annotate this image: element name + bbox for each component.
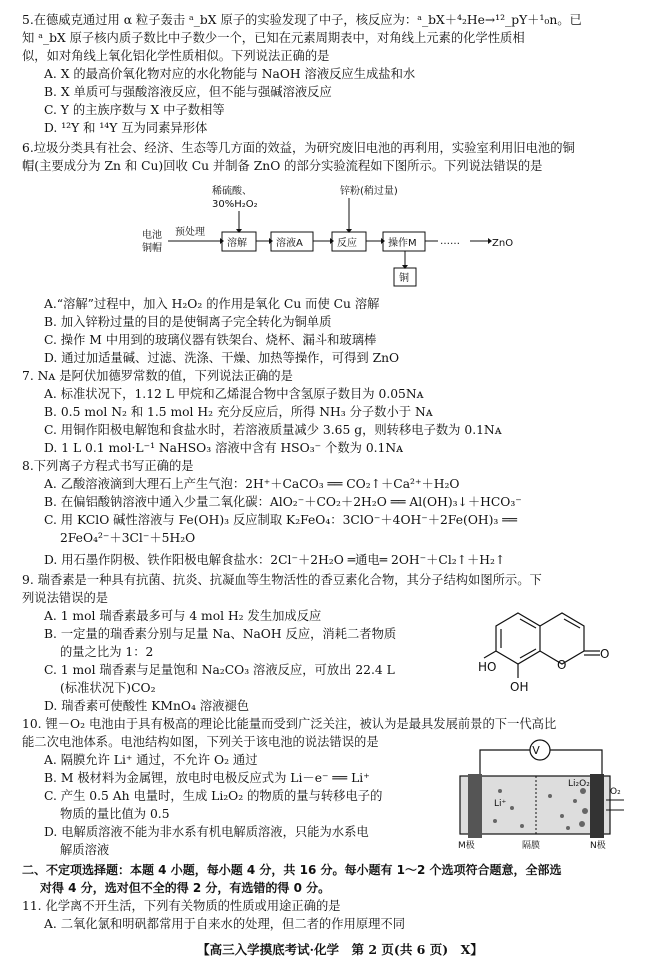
q6-line1: 6.垃圾分类具有社会、经济、生态等几方面的效益，为研究废旧电池的再利用，实验室利用旧电池的铜 [22, 141, 575, 155]
q5-line1: 5.在德威克通过用 α 粒子轰击 ᵃ_bX 原子的实验发现了中子，核反应为：ᵃ_bX＋⁴₂He→¹²_pY＋¹₀n。已 [22, 13, 582, 27]
process-flow-diagram [140, 180, 540, 290]
q5-option-d: D. ¹²Y 和 ¹⁴Y 互为同素异形体 [44, 121, 208, 135]
q8-stem: 8.下列离子方程式书写正确的是 [22, 459, 194, 473]
flow-solution-a: 溶液A [276, 238, 303, 249]
flow-product: ZnO [492, 238, 514, 249]
q10-line1: 10. 锂－O₂ 电池由于具有极高的理论比能量而受到广泛关注，被认为是最具发展前景的下一代高比 [22, 717, 557, 731]
q11-option-a: A. 二氧化氯和明矾都常用于自来水的处理，但二者的作用原理不同 [44, 917, 406, 931]
q10-option-b: B. M 极材料为金属锂，放电时电极反应式为 Li－e⁻ ══ Li⁺ [44, 771, 370, 785]
flow-copper: 铜 [399, 273, 409, 284]
separator-label: 隔膜 [522, 841, 541, 851]
q9-option-b: B. 一定量的瑞香素分别与足量 Na、NaOH 反应，消耗二者物质 [44, 627, 397, 641]
q7-option-b: B. 0.5 mol N₂ 和 1.5 mol H₂ 充分反应后，所得 NH₃ 分子数小于 Nᴀ [44, 405, 433, 419]
flow-reaction: 反应 [337, 238, 357, 249]
flow-dots: …… [440, 236, 460, 247]
flow-dissolve: 溶解 [227, 238, 247, 249]
q10-option-a: A. 隔膜允许 Li⁺ 通过，不允许 O₂ 通过 [44, 753, 258, 767]
flow-reagent2: 锌粉(稍过量) [340, 186, 398, 197]
q7-option-c: C. 用铜作阳极电解饱和食盐水时，若溶液质量减少 3.65 g，则转移电子数为 0.1Nᴀ [44, 423, 502, 437]
q7-option-a: A. 标准状况下，1.12 L 甲烷和乙烯混合物中含氢原子数目为 0.05Nᴀ [44, 387, 424, 401]
flow-pretreat-label: 预处理 [175, 227, 205, 238]
q7-stem: 7. Nᴀ 是阿伏加德罗常数的值，下列说法正确的是 [22, 369, 293, 383]
voltmeter-label: V [532, 744, 540, 757]
li2o2-label: Li₂O₂ [568, 779, 590, 789]
q6-option-b: B. 加入锌粉过量的目的是使铜离子完全转化为铜单质 [44, 315, 332, 329]
q8-option-a: A. 乙酸溶液滴到大理石上产生气泡：2H⁺＋CaCO₃ ══ CO₂↑＋Ca²⁺＋H₂O [44, 477, 460, 491]
q10-option-c: C. 产生 0.5 Ah 电量时，生成 Li₂O₂ 的物质的量与转移电子的 [44, 789, 383, 803]
q11-stem: 11. 化学离不开生活，下列有关物质的性质或用途正确的是 [22, 899, 341, 913]
section2-heading-line1: 二、不定项选择题：本题 4 小题，每小题 4 分，共 16 分。每小题有 1～2 个选项符合题意，全部选 [22, 863, 562, 877]
li-o2-battery-figure [450, 736, 630, 852]
q8-option-d: D. 用石墨作阴极、铁作阳极电解食盐水：2Cl⁻＋2H₂O ═通电═ 2OH⁻＋Cl₂↑＋H₂↑ [44, 553, 506, 567]
daphnetin-structure-figure [478, 598, 608, 698]
n-electrode-label: N极 [590, 841, 606, 851]
q9-option-d: D. 瑞香素可使酸性 KMnO₄ 溶液褪色 [44, 699, 250, 713]
q8-option-c-cont: 2FeO₄²⁻＋3Cl⁻＋5H₂O [60, 531, 196, 545]
q7-option-d: D. 1 L 0.1 mol·L⁻¹ NaHSO₃ 溶液中含有 HSO₃⁻ 个数为 0.1Nᴀ [44, 441, 404, 455]
q9-option-b-cont: 的量之比为 1：2 [60, 645, 154, 659]
oh-label-1: HO [478, 660, 497, 674]
ring-oxygen-label: O [557, 658, 567, 672]
q6-option-a: A.“溶解”过程中，加入 H₂O₂ 的作用是氧化 Cu 而使 Cu 溶解 [44, 297, 380, 311]
q9-option-c-cont: (标准状况下)CO₂ [60, 681, 156, 695]
q6-option-d: D. 通过加适量碱、过滤、洗涤、干燥、加热等操作，可得到 ZnO [44, 351, 400, 365]
q9-line1: 9. 瑞香素是一种具有抗菌、抗炎、抗凝血等生物活性的香豆素化合物，其分子结构如图所示。下 [22, 573, 542, 587]
o2-label: O₂ [610, 787, 621, 797]
q8-option-c: C. 用 KClO 碱性溶液与 Fe(OH)₃ 反应制取 K₂FeO₄：3ClO⁻＋4OH⁻＋2Fe(OH)₃ ══ [44, 513, 518, 527]
q9-line2: 列说法错误的是 [22, 591, 109, 605]
li-ion-label: Li⁺ [494, 799, 507, 809]
section2-heading-line2: 对得 4 分，选对但不全的得 2 分，有选错的得 0 分。 [40, 881, 331, 895]
page-footer: 【高三入学摸底考试·化学 第 2 页(共 6 页) X】 [197, 942, 483, 957]
q6-option-c: C. 操作 M 中用到的玻璃仪器有铁架台、烧杯、漏斗和玻璃棒 [44, 333, 377, 347]
q9-option-c: C. 1 mol 瑞香素与足量饱和 Na₂CO₃ 溶液反应，可放出 22.4 L [44, 663, 395, 677]
n-electrode [590, 774, 604, 838]
q10-option-c-cont: 物质的量比值为 0.5 [60, 807, 170, 821]
flow-op-m: 操作M [388, 238, 417, 249]
benzene-ring [496, 613, 540, 664]
m-electrode-label: M极 [458, 841, 475, 851]
flow-input-2: 铜帽 [142, 243, 162, 254]
q5-option-c: C. Y 的主族序数与 X 中子数相等 [44, 103, 225, 117]
q5-option-a: A. X 的最高价氧化物对应的水化物能与 NaOH 溶液反应生成盐和水 [44, 67, 416, 81]
q10-line2: 能二次电池体系。电池结构如图，下列关于该电池的说法错误的是 [22, 735, 379, 749]
q5-option-b: B. X 单质可与强酸溶液反应，但不能与强碱溶液反应 [44, 85, 332, 99]
flow-input-1: 电池 [142, 230, 162, 241]
q5-line3: 似，如对角线上氧化铝化学性质相似。下列说法正确的是 [22, 49, 330, 63]
m-electrode [468, 774, 482, 838]
flow-reagent1-line1: 稀硫酸、 [212, 186, 252, 197]
q6-line2: 帽(主要成分为 Zn 和 Cu)回收 Cu 并制备 ZnO 的部分实验流程如下图所示。下列说法错误的是 [22, 159, 543, 173]
q5-line2: 知 ᵃ_bX 原子核内质子数比中子数少一个，已知在元素周期表中，对角线上元素的化学性质相 [22, 31, 525, 45]
q10-option-d: D. 电解质溶液不能为非水系有机电解质溶液，只能为水系电 [44, 825, 369, 839]
q10-option-d-cont: 解质溶液 [60, 843, 110, 857]
flow-reagent1-line2: 30%H₂O₂ [212, 199, 258, 210]
q9-option-a: A. 1 mol 瑞香素最多可与 4 mol H₂ 发生加成反应 [44, 609, 322, 623]
q8-option-b: B. 在偏铝酸钠溶液中通入少量二氧化碳：AlO₂⁻＋CO₂＋2H₂O ══ Al(OH)₃↓＋HCO₃⁻ [44, 495, 522, 509]
oh-label-2: OH [510, 680, 529, 694]
carbonyl-oxygen-label: O [600, 647, 610, 661]
